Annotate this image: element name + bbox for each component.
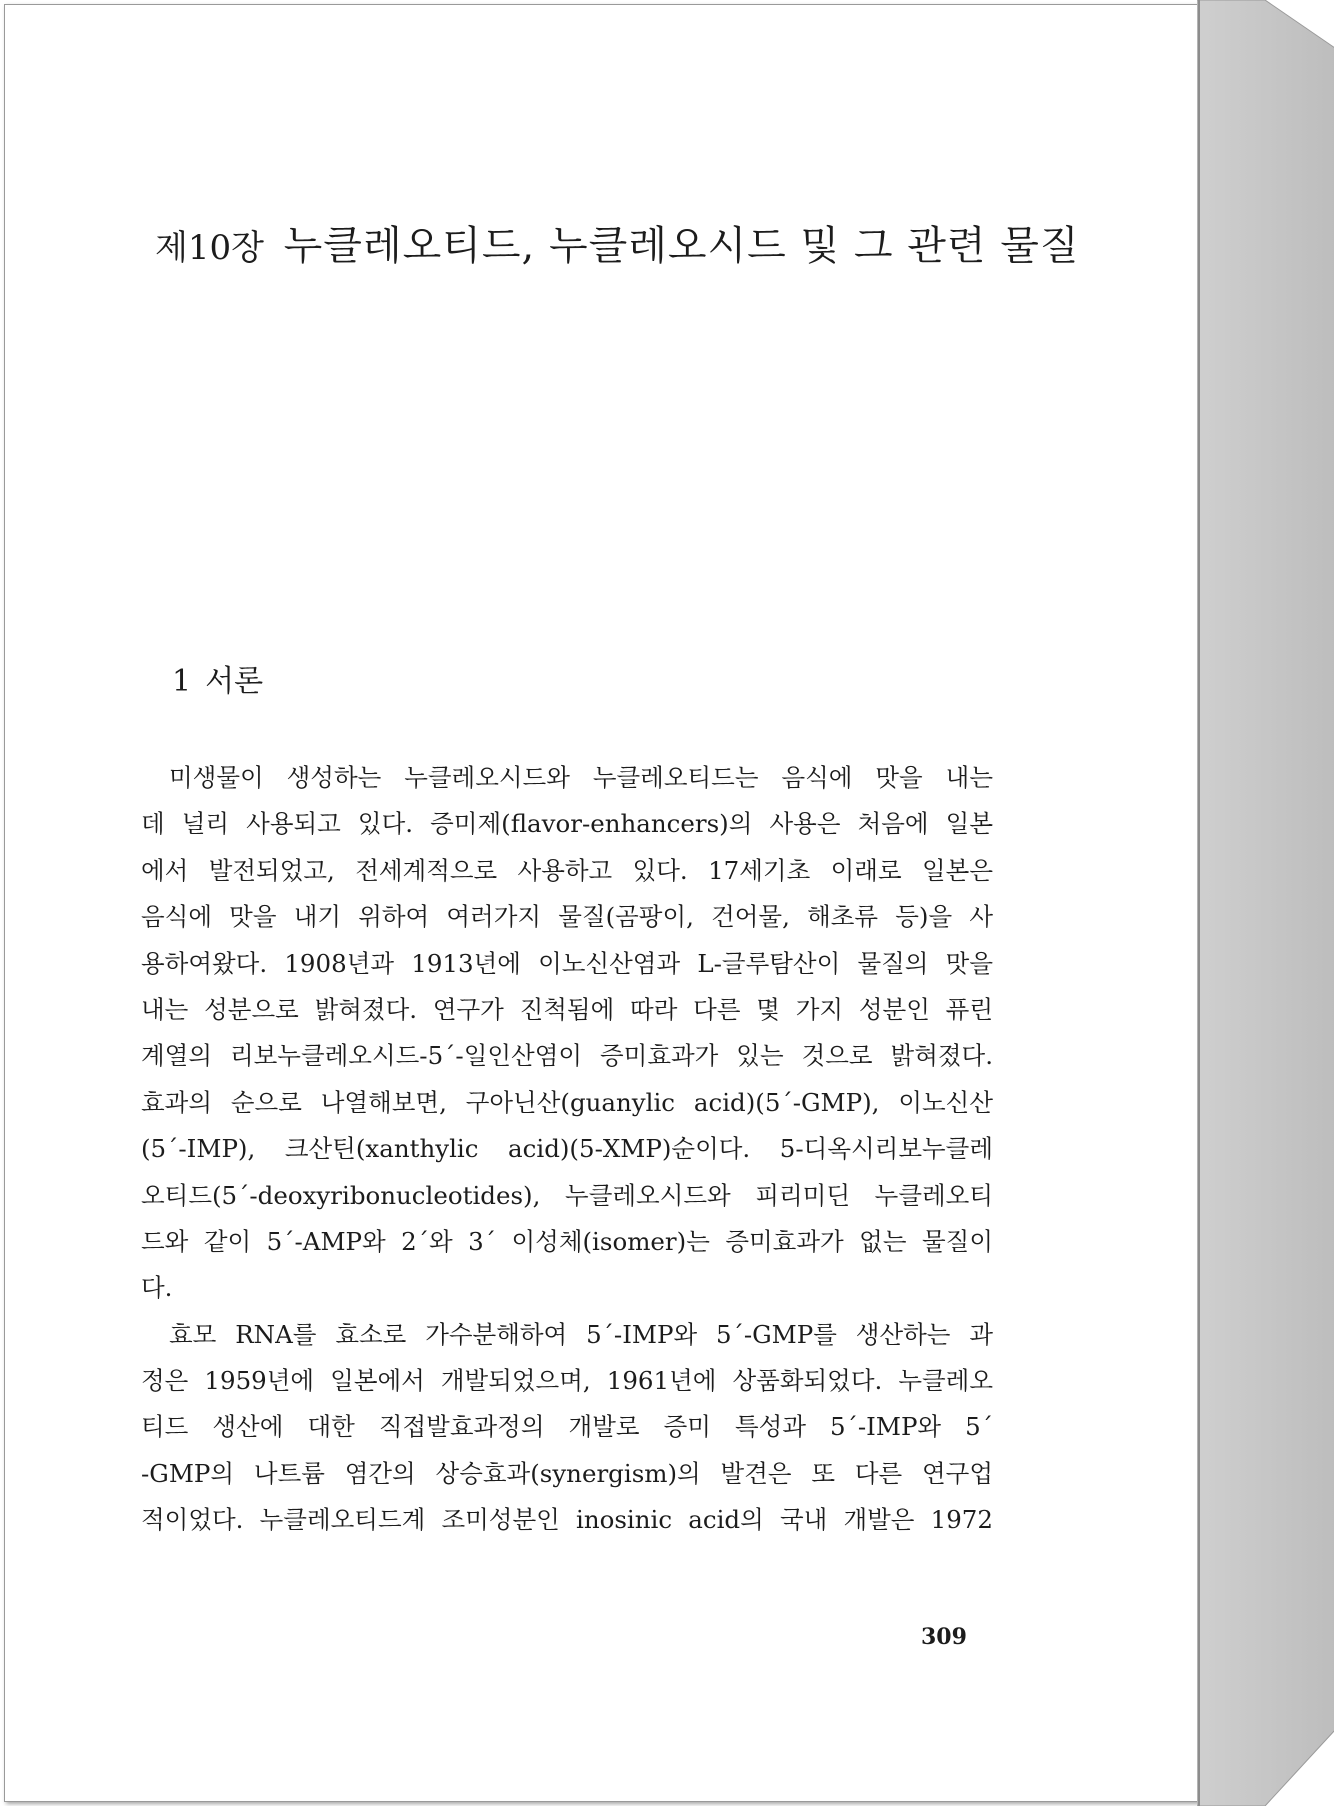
book-spine xyxy=(1197,0,1334,1806)
text-line: 음식에 맛을 내기 위하여 여러가지 물질(곰팡이, 건어물, 해초류 등)을 사 xyxy=(141,902,993,932)
chapter-number: 제10장 xyxy=(155,228,264,268)
text-line: 내는 성분으로 밝혀졌다. 연구가 진척됨에 따라 다른 몇 가지 성분인 퓨린 xyxy=(141,994,993,1024)
text-line: 효과의 순으로 나열해보면, 구아닌산(guanylic acid)(5´-GMP), 이노신산 xyxy=(141,1087,993,1117)
text-line: 계열의 리보누클레오시드-5´-일인산염이 증미효과가 있는 것으로 밝혀졌다. xyxy=(141,1041,993,1071)
text-line: 정은 1959년에 일본에서 개발되었으며, 1961년에 상품화되었다. 누클레오 xyxy=(141,1366,993,1396)
text-line: (5´-IMP), 크산틴(xanthylic acid)(5-XMP)순이다. 5-디옥시리보누클레 xyxy=(141,1134,993,1164)
text-line: 데 널리 사용되고 있다. 증미제(flavor-enhancers)의 사용은 처음에 일본 xyxy=(141,809,993,839)
text-line: 드와 같이 5´-AMP와 2´와 3´ 이성체(isomer)는 증미효과가 없는 물질이 xyxy=(141,1226,993,1256)
text-line: 미생물이 생성하는 누클레오시드와 누클레오티드는 음식에 맛을 내는 xyxy=(169,763,993,792)
page-number: 309 xyxy=(921,1624,967,1650)
text-line: 용하여왔다. 1908년과 1913년에 이노신산염과 L-글루탐산이 물질의 맛을 xyxy=(141,948,993,978)
text-line: 효모 RNA를 효소로 가수분해하여 5´-IMP와 5´-GMP를 생산하는 과 xyxy=(169,1319,993,1349)
text-line: 다. xyxy=(141,1273,173,1303)
section-title: 서론 xyxy=(205,664,264,699)
section-heading xyxy=(172,660,263,704)
body-text xyxy=(141,755,993,1544)
chapter-title-text: 누클레오티드, 누클레오시드 및 그 관련 물질 xyxy=(283,223,1080,269)
text-line: 에서 발전되었고, 전세계적으로 사용하고 있다. 17세기초 이래로 일본은 xyxy=(141,855,993,885)
text-line: 티드 생산에 대한 직접발효과정의 개발로 증미 특성과 5´-IMP와 5´ xyxy=(141,1412,993,1442)
text-line: 오티드(5´-deoxyribonucleotides), 누클레오시드와 피리미딘 누클레오티 xyxy=(141,1180,993,1210)
text-line: 적이었다. 누클레오티드계 조미성분인 inosinic acid의 국내 개발은 1972 xyxy=(141,1505,993,1535)
text-line: -GMP의 나트륨 염간의 상승효과(synergism)의 발견은 또 다른 연구업 xyxy=(141,1458,993,1488)
section-number: 1 xyxy=(172,664,192,699)
book-page xyxy=(4,4,1198,1802)
chapter-title xyxy=(155,218,1080,276)
book-spine-face xyxy=(1197,0,1334,1806)
